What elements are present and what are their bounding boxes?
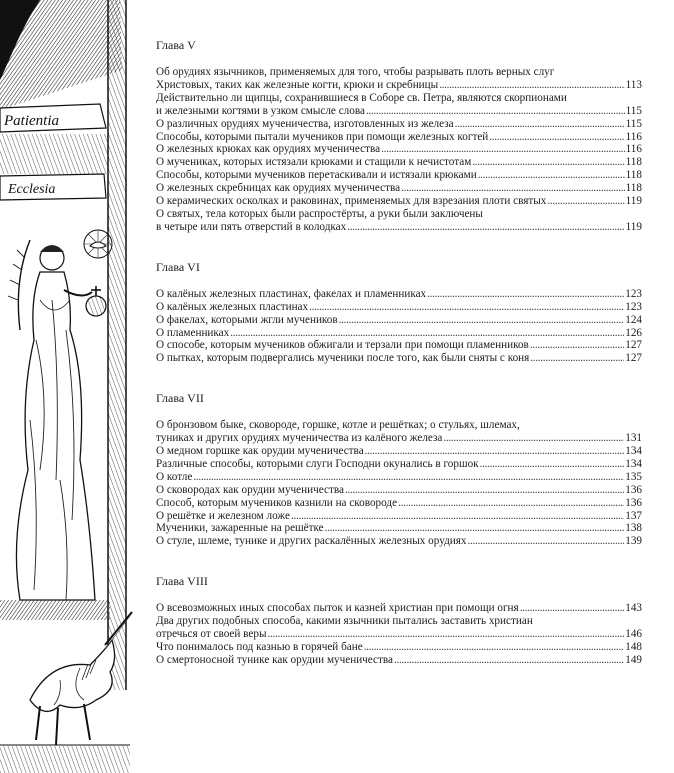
toc-entry-line: [156, 352, 642, 365]
toc-entry[interactable]: [156, 471, 642, 484]
toc-entry-title: О пытках, которым подвергались мученики после того, как были сняты с коня: [156, 352, 530, 365]
toc-entry-title: О котле: [156, 470, 193, 483]
dot-leader: [381, 143, 625, 156]
page-number: 136: [625, 496, 642, 509]
toc-entry-title: Способы, которыми мучеников перетаскивали и истязали крюками: [156, 169, 477, 182]
page-number: 124: [625, 313, 642, 326]
toc-entry-line: [156, 510, 642, 523]
toc-entry-title: О железных скребницах как орудиях мученичества: [156, 182, 401, 195]
toc-entry[interactable]: [156, 484, 642, 497]
toc-entry-title: Способы, которыми пытали мучеников при помощи железных когтей: [156, 130, 489, 143]
toc-entry[interactable]: [156, 522, 642, 535]
page-number: 143: [625, 602, 642, 615]
dot-leader: [480, 458, 625, 471]
dot-leader: [230, 327, 624, 340]
toc-entry-title: Христовых, таких как железные когти, крюки и скребницы: [156, 78, 439, 91]
page-number: 118: [625, 156, 642, 169]
toc-entry[interactable]: [156, 654, 642, 667]
dot-leader: [398, 497, 624, 510]
toc-entry-title: О всевозможных иных способах пыток и казней христиан при помощи огня: [156, 602, 519, 615]
toc-entry-title: и железными когтями в узком смысле слова: [156, 104, 365, 117]
toc-entry-title: О способе, которым мучеников обжигали и терзали при помощи пламенников: [156, 339, 529, 352]
dot-leader: [401, 182, 625, 195]
dot-leader: [455, 118, 625, 131]
toc-entry[interactable]: [156, 288, 642, 301]
toc-entry-list: [156, 288, 642, 365]
toc-entry-line: [156, 169, 642, 182]
toc-entry-line: [156, 445, 642, 458]
chapter-title: Глава VII: [156, 391, 204, 406]
dot-leader: [267, 628, 624, 641]
toc-entry-title: О стуле, шлеме, тунике и других раскалённых железных орудиях: [156, 535, 467, 548]
toc-entry-line: [156, 602, 642, 615]
toc-entry-line: [156, 182, 642, 195]
toc-entry-line: [156, 484, 642, 497]
dot-leader: [439, 79, 624, 92]
dot-leader: [365, 445, 625, 458]
page-number: 119: [625, 220, 642, 233]
page-number: 123: [625, 287, 642, 300]
toc-entry-line: [156, 288, 642, 301]
toc-entry-line: [156, 314, 642, 327]
toc-entry-title: О смертоносной тунике как орудии мученичества: [156, 653, 394, 666]
page-number: 137: [625, 509, 642, 522]
toc-entry[interactable]: [156, 458, 642, 471]
banner-patientia: Patientia: [4, 113, 59, 129]
toc-entry-line: [156, 131, 642, 144]
page-number: 149: [625, 653, 642, 666]
toc-entry-line: [156, 641, 642, 654]
toc-entry-line: [156, 471, 642, 484]
page-number: 118: [625, 182, 642, 195]
dot-leader: [366, 105, 625, 118]
dot-leader: [530, 352, 624, 365]
toc-entry-line: [156, 118, 642, 131]
table-of-contents: [156, 38, 642, 667]
chapter-section: [156, 38, 642, 234]
chapter-section: [156, 260, 642, 365]
toc-entry[interactable]: [156, 419, 642, 445]
banner-ecclesia: Ecclesia: [8, 182, 56, 197]
toc-entry-title: О сковородах как орудии мученичества: [156, 483, 344, 496]
toc-entry-title: Различные способы, которыми слуги Господни окунались в горшок: [156, 457, 479, 470]
dot-leader: [394, 654, 624, 667]
chapter-section: [156, 391, 642, 548]
page-number: 126: [625, 326, 642, 339]
toc-entry-line: [156, 156, 642, 169]
dot-leader: [345, 484, 624, 497]
toc-entry[interactable]: [156, 352, 642, 365]
toc-entry-title: О пламенниках: [156, 326, 230, 339]
toc-entry-title: О факелах, которыми жгли мучеников: [156, 313, 338, 326]
toc-entry[interactable]: [156, 182, 642, 195]
toc-entry-lead-line: Действительно ли щипцы, сохранившиеся в Соборе св. Петра, являются скорпионами: [156, 91, 567, 104]
toc-entry[interactable]: [156, 327, 642, 340]
toc-entry-title: О различных орудиях мученичества, изготовленных из железа: [156, 117, 454, 130]
page-number: 139: [625, 535, 642, 548]
dot-leader: [339, 314, 625, 327]
toc-entry-line: [156, 458, 642, 471]
toc-entry-line: [156, 105, 642, 118]
toc-entry-list: [156, 602, 642, 667]
toc-entry[interactable]: [156, 535, 642, 548]
dot-leader: [530, 339, 624, 352]
toc-entry[interactable]: [156, 143, 642, 156]
page-number: 115: [625, 104, 642, 117]
toc-entry-line: [156, 195, 642, 208]
page-number: 116: [625, 143, 642, 156]
toc-entry[interactable]: [156, 156, 642, 169]
page-number: 115: [625, 117, 642, 130]
dot-leader: [193, 471, 624, 484]
toc-entry[interactable]: [156, 615, 642, 641]
page-number: 146: [625, 628, 642, 641]
toc-entry-title: Мученики, зажаренные на решётке: [156, 522, 324, 535]
page-number: 127: [625, 339, 642, 352]
toc-entry[interactable]: [156, 131, 642, 144]
page-number: 131: [625, 432, 642, 445]
dot-leader: [547, 195, 624, 208]
chapter-title: Глава VIII: [156, 574, 208, 589]
dot-leader: [520, 602, 625, 615]
dot-leader: [472, 156, 624, 169]
toc-entry-title: О калёных железных пластинах: [156, 300, 309, 313]
toc-entry-line: [156, 143, 642, 156]
dot-leader: [478, 169, 625, 182]
page-number: 138: [625, 522, 642, 535]
toc-entry[interactable]: [156, 169, 642, 182]
toc-entry-line: [156, 497, 642, 510]
toc-entry-title: О калёных железных пластинах, факелах и пламенниках: [156, 287, 427, 300]
dot-leader: [347, 221, 624, 234]
toc-entry-title: О железных крюках как орудиях мученичества: [156, 143, 381, 156]
page-number: 136: [625, 483, 642, 496]
dot-leader: [489, 131, 624, 144]
toc-entry-title: Способ, которым мучеников казнили на сковороде: [156, 496, 398, 509]
toc-entry[interactable]: [156, 314, 642, 327]
page-number: 113: [625, 78, 642, 91]
chapter-title: Глава VI: [156, 259, 200, 274]
toc-entry[interactable]: [156, 118, 642, 131]
toc-entry-title: О мучениках, которых истязали крюками и стащили к нечистотам: [156, 156, 472, 169]
page-number: 116: [625, 130, 642, 143]
dot-leader: [309, 301, 624, 314]
dot-leader: [443, 432, 624, 445]
toc-entry[interactable]: [156, 445, 642, 458]
toc-entry-title: О медном горшке как орудии мученичества: [156, 445, 364, 458]
page-number: 127: [625, 352, 642, 365]
toc-entry[interactable]: [156, 301, 642, 314]
page-number: 123: [625, 300, 642, 313]
toc-entry-lead-line: О бронзовом быке, сковороде, горшке, котле и решётках; о стульях, шлемах,: [156, 419, 520, 432]
toc-entry-line: [156, 522, 642, 535]
toc-entry-line: [156, 432, 642, 445]
toc-entry-line: [156, 221, 642, 234]
toc-entry-line: [156, 79, 642, 92]
toc-entry[interactable]: [156, 66, 642, 92]
dot-leader: [427, 288, 624, 301]
toc-entry[interactable]: [156, 208, 642, 234]
dot-leader: [364, 641, 625, 654]
page-number: 119: [625, 195, 642, 208]
engraving-illustration: [0, 0, 135, 773]
toc-entry-title: Что понималось под казнью в горячей бане: [156, 641, 363, 653]
toc-entry-title: О керамических осколках и раковинах, применяемых для взрезания плоти святых: [156, 195, 547, 208]
toc-entry[interactable]: [156, 497, 642, 510]
page-number: 118: [625, 169, 642, 182]
toc-entry-list: [156, 419, 642, 548]
dot-leader: [468, 535, 625, 548]
toc-entry[interactable]: [156, 510, 642, 523]
page-number: 134: [625, 457, 642, 470]
dot-leader: [291, 510, 624, 523]
page-number: 135: [625, 470, 642, 483]
toc-entry-list: [156, 66, 642, 234]
toc-entry-title: О решётке и железном ложе: [156, 509, 290, 522]
page-number: 148: [625, 641, 642, 653]
chapter-title: Глава V: [156, 38, 196, 52]
dot-leader: [325, 522, 625, 535]
toc-entry-lead-line: О святых, тела которых были распростёрты, а руки были заключены: [156, 207, 483, 220]
toc-entry[interactable]: [156, 92, 642, 118]
toc-entry[interactable]: [156, 602, 642, 615]
toc-entry[interactable]: [156, 641, 642, 654]
toc-entry-line: [156, 654, 642, 667]
chapter-section: [156, 574, 642, 667]
toc-entry-title: в четыре или пять отверстий в колодках: [156, 220, 347, 233]
toc-entry-lead-line: Два других подобных способа, какими язычники пытались заставить христиан: [156, 615, 533, 628]
toc-entry[interactable]: [156, 339, 642, 352]
toc-entry-title: отречься от своей веры: [156, 628, 267, 641]
toc-entry-title: туниках и других орудиях мученичества из калёного железа: [156, 432, 443, 445]
toc-entry-line: [156, 301, 642, 314]
toc-entry-line: [156, 628, 642, 641]
toc-entry-line: [156, 535, 642, 548]
toc-entry-line: [156, 339, 642, 352]
toc-entry-lead-line: Об орудиях язычников, применяемых для того, чтобы разрывать плоть верных слуг: [156, 66, 555, 78]
toc-entry[interactable]: [156, 195, 642, 208]
page-number: 134: [625, 445, 642, 458]
toc-entry-line: [156, 327, 642, 340]
